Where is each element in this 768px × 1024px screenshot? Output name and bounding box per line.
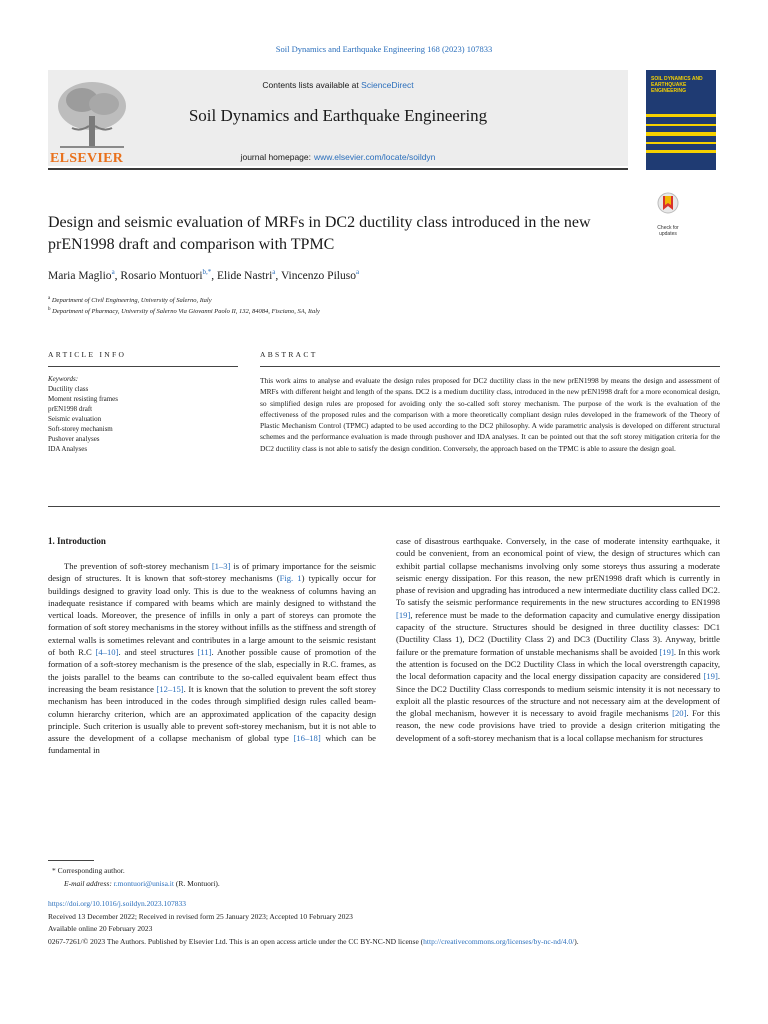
- journal-cover-thumbnail[interactable]: [646, 70, 716, 170]
- received-dates: Received 13 December 2022; Received in revised form 25 January 2023; Accepted 10 February 2023: [48, 912, 353, 921]
- author-name[interactable]: Elide Nastri: [217, 269, 273, 282]
- body-text: . For this reason, the new code provisions have tried to provide a design criterion mitigating the development of a soft-storey mechanism that is a local collapse mechanism for structures: [396, 708, 720, 743]
- citation-link[interactable]: [19]: [396, 609, 411, 620]
- cover-stripe: [646, 114, 716, 117]
- author-list: Maria Maglio$^a$, Rosario Montuori$^{b,*}$, Elide Nastri$^a$, Vincenzo Piluso$^a$: [48, 268, 360, 282]
- email-line: [64, 879, 220, 888]
- affiliation-a: $^a$ Department of Civil Engineering, University of Salerno, Italy: [48, 296, 212, 305]
- body-text: case of disastrous earthquake. Conversely, in the case of moderate intensity earthquake, it could be convenient, from an economical point of view, the design of structures which can exhibit partial collapse mechanisms involving only some storeys thus assuring a moderate seismic energy dissipation. For this reason, the new prEN1998 draft which is currently in phase of revision and upgrading has introduced a new intermediate ductility class called DC2. To satisfy the seismic performance requirements in the new structures according to EN1998: [396, 536, 720, 608]
- body-text: is of primary importance for the seismic design of structures. It is known that soft-storey mechanisms (: [48, 561, 376, 584]
- body-text: The prevention of soft-storey mechanism: [64, 561, 212, 571]
- abstract-bottom-rule: [48, 506, 720, 507]
- author-affiliation-mark[interactable]: a: [111, 268, 115, 276]
- body-text: . Since the DC2 Ductility Class corresponds to medium seismic intensity it is not necessary to exploit all the plastic resources of the structure and not necessary aim at the development of the global mechanism, however it is necessary to avoid fragile mechanisms: [396, 671, 720, 719]
- check-for-updates-button[interactable]: [650, 192, 686, 237]
- article-info-heading: ARTICLE INFO: [48, 350, 127, 359]
- body-text: . It is known that the solution to prevent the soft storey mechanism has been introduced in the codes through simplified design rules called beam-column hierarchy criterion, which are an approximated application of the capacity design principle. Such criterion is usually able to prevent soft-storey mechanism, but it is not able to assure the development of a collapse mechanism of global type: [48, 683, 376, 744]
- email-label: E-mail address:: [64, 879, 112, 888]
- author-name[interactable]: Vincenzo Piluso: [280, 269, 356, 282]
- keyword: Pushover analyses: [48, 435, 100, 443]
- keywords-label: Keywords:: [48, 375, 79, 383]
- body-text: . Another possible cause of promotion of the formation of a soft-storey mechanism is the presence of the slab, especially in R.C. frames, as the joists parallel to the beams can contribute to the so-called equivalent beam effect thus increasing the beam resistance: [48, 647, 377, 694]
- citation-link[interactable]: [16–18]: [293, 733, 321, 744]
- body-text: ) typically occur for buildings designed to gravity load only. This is due to the weakness of columns having an inadequate resistance if compared with beams which are mainly designed to withstand the vertical loads. Moreover, the presence of infills in only a part of storeys can promote the formation of soft storey mechanisms in the storey without infills as the stiffness and strength of external walls is sometimes relevant and contributes in a large amount to the seismic resistant of both R.C: [48, 573, 376, 658]
- cover-stripe: [646, 142, 716, 144]
- keyword: Seismic evaluation: [48, 415, 102, 423]
- keyword: prEN1998 draft: [48, 405, 93, 413]
- citation-link[interactable]: Fig. 1: [279, 573, 302, 584]
- keywords-list: [48, 374, 238, 454]
- cover-stripe: [646, 124, 716, 126]
- body-text: which can be fundamental in: [48, 733, 376, 756]
- keyword: IDA Analyses: [48, 445, 88, 453]
- body-text: . and steel structures: [118, 647, 198, 658]
- body-text: , reference must be made to the deformation capacity and cumulative energy dissipation capacity of the structure. Structures should be designed in three ductility classes: DC1 (Ductility Class 1), DC2 (Ductility Class 2) and DC3 (Ductility Class 3). Anyway, brittle failure or the premature formation of unstable mechanisms shall be avoided: [396, 609, 720, 657]
- doi-link[interactable]: https://doi.org/10.1016/j.soildyn.2023.107833: [48, 899, 186, 908]
- introduction-right-column: [396, 535, 720, 744]
- keyword: Ductility class: [48, 385, 89, 393]
- journal-citation[interactable]: Soil Dynamics and Earthquake Engineering 168 (2023) 107833: [275, 44, 493, 54]
- online-date: Available online 20 February 2023: [48, 924, 153, 933]
- abstract-heading: ABSTRACT: [260, 350, 318, 359]
- contents-prefix: Contents lists available at: [262, 80, 359, 90]
- cover-stripe: [646, 150, 716, 153]
- author-affiliation-mark[interactable]: a: [355, 268, 360, 276]
- affiliation-b: $^b$ Department of Pharmacy, University of Salerno Via Giovanni Paolo II, 132, 84084, Fisciano, SA, Italy: [48, 307, 320, 316]
- license-link[interactable]: http://creativecommons.org/licenses/by-nc-nd/4.0/: [423, 937, 575, 946]
- homepage-link[interactable]: www.elsevier.com/locate/soildyn: [314, 152, 436, 162]
- author-affiliation-mark[interactable]: b,*: [202, 268, 212, 276]
- banner-rule: [48, 168, 628, 170]
- cover-title: SOIL DYNAMICS AND EARTHQUAKE ENGINEERING: [651, 76, 703, 94]
- cover-stripe: [646, 132, 716, 136]
- author-affiliation-mark[interactable]: a: [272, 268, 276, 276]
- introduction-heading: 1. Introduction: [48, 536, 106, 546]
- introduction-left-column: [48, 560, 376, 757]
- author-name[interactable]: Maria Maglio: [48, 269, 112, 282]
- check-updates-label: Check for updates: [657, 225, 679, 237]
- citation-link[interactable]: [1–3]: [211, 561, 231, 571]
- abstract-rule: [260, 366, 720, 367]
- email-suffix: (R. Montuori).: [175, 879, 220, 888]
- homepage-prefix: journal homepage:: [240, 152, 311, 162]
- citation-link[interactable]: [20]: [672, 708, 687, 719]
- journal-title[interactable]: Soil Dynamics and Earthquake Engineering: [188, 106, 488, 125]
- citation-link[interactable]: [12–15]: [156, 683, 184, 694]
- article-info-rule: [48, 366, 238, 367]
- citation-link[interactable]: [11]: [197, 647, 212, 658]
- citation-link[interactable]: [4–10]: [95, 647, 119, 658]
- corresponding-author-note: * Corresponding author.: [52, 866, 125, 875]
- keyword: Moment resisting frames: [48, 395, 118, 403]
- email-link[interactable]: r.montuori@unisa.it: [113, 879, 174, 888]
- keyword: Soft-storey mechanism: [48, 425, 113, 433]
- license-text: [48, 936, 720, 947]
- abstract-text: This work aims to analyse and evaluate the design rules proposed for DC2 ductility class in the new prEN1998 by means the design and assessment of MRFs with different height and length of the spans. DC2 is a medium ductility class, introduced in the new prEN1998 draft for a more economical design, so simplified design rules are proposed for avoiding only the so-called soft storey mechanism. The purpose of the work is the evaluation of the effectiveness of the proposed rules and the comparison with a more theoretically compliant design rules developed in the framework of the Theory of Plastic Mechanism Control (TPMC) adapted to be used according to the DC2 philosophy. A wide parametric analysis is developed on different structural schemes and the performance evaluation is made through pushover and IDA analyses. It can be pointed out that the soft storey mitigation criteria for the DC2 ductility class is not able to satisfy the design condition. Conversely, the approach based on the TPMC is able to assure the design goal.: [260, 376, 720, 453]
- citation-link[interactable]: [19]: [703, 671, 718, 682]
- license-suffix: ).: [574, 937, 579, 946]
- contents-line: [48, 80, 628, 90]
- body-text: . In this work the attention is focused on the DC2 Ductility Class in which the local overstrength capacity, the local deformation capacity and the local energy dissipation capacity are considered: [396, 646, 720, 682]
- check-updates-icon: [657, 192, 679, 218]
- article-title: Design and seismic evaluation of MRFs in DC2 ductility class introduced in the new prEN1998 draft and comparison with TPMC: [48, 214, 591, 253]
- citation-link[interactable]: [19]: [659, 646, 674, 657]
- author-name[interactable]: Rosario Montuori: [120, 269, 203, 282]
- footnote-rule: [48, 860, 94, 861]
- sciencedirect-link[interactable]: ScienceDirect: [361, 80, 414, 90]
- elsevier-wordmark: ELSEVIER: [50, 151, 124, 166]
- license-prefix: 0267-7261/© 2023 The Authors. Published by Elsevier Ltd. This is an open access article under the CC BY-NC-ND license (: [48, 937, 424, 946]
- homepage-line: [48, 152, 628, 162]
